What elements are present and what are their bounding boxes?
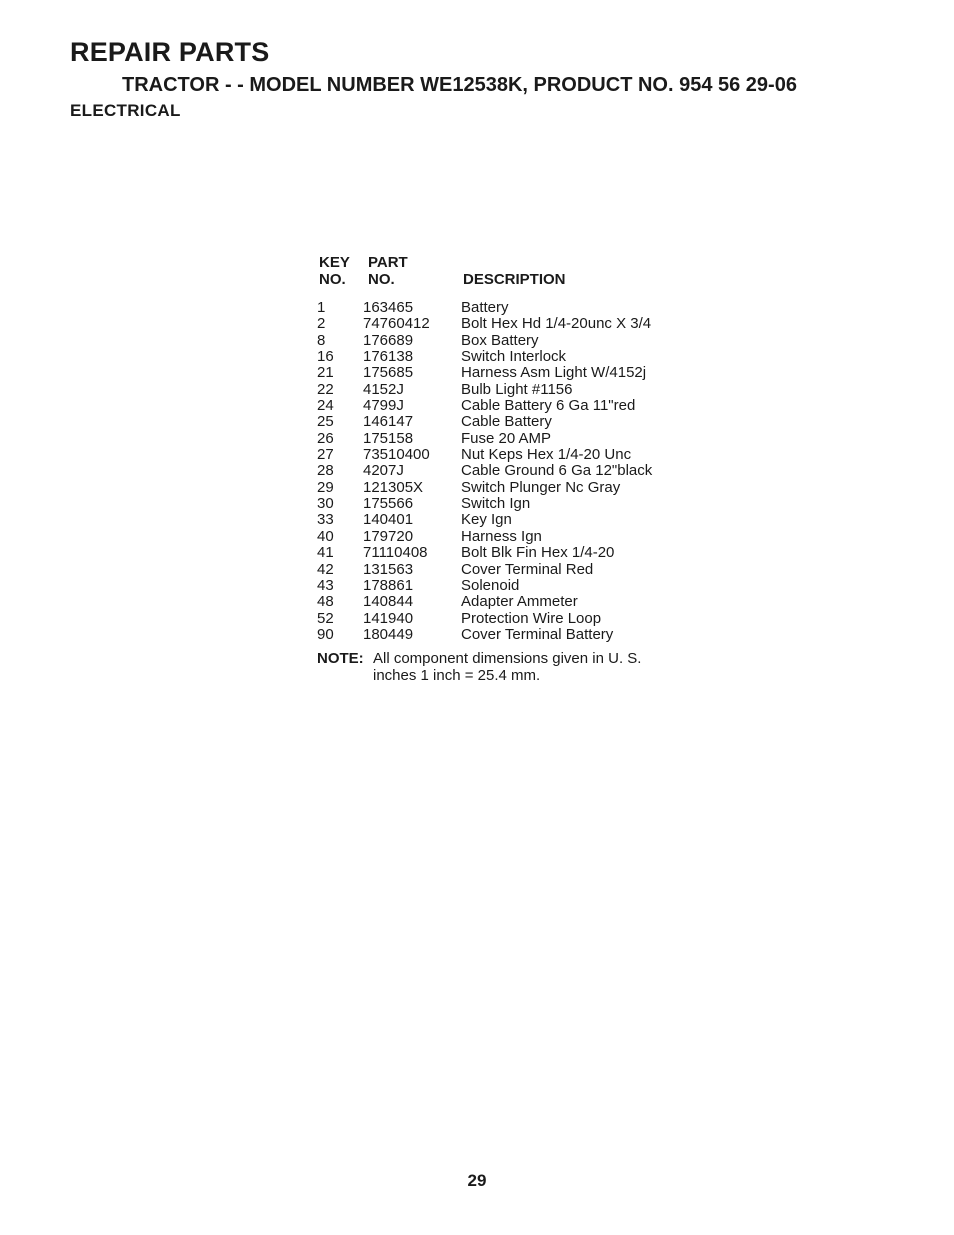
- description-cell: Switch Ign: [461, 495, 531, 513]
- description-cell: Bolt Blk Fin Hex 1/4-20: [461, 544, 615, 562]
- description-cell: Harness Asm Light W/4152j: [461, 364, 647, 382]
- key-number-cell: 25: [317, 413, 334, 431]
- part-number-cell: 163465: [363, 299, 414, 316]
- key-number-cell: 1: [317, 299, 326, 316]
- page-title: REPAIR PARTS: [70, 37, 270, 67]
- description-cell: Box Battery: [461, 331, 539, 349]
- description-cell: Protection Wire Loop: [461, 609, 602, 627]
- key-number-cell: 16: [317, 348, 334, 366]
- key-number-cell: 26: [317, 429, 334, 447]
- key-number-cell: 28: [317, 462, 334, 480]
- table-row: [317, 316, 737, 332]
- note-line-1: All component dimensions given in U. S.: [373, 650, 642, 667]
- key-number-cell: 22: [317, 380, 334, 398]
- description-cell: Battery: [461, 299, 509, 316]
- parts-rows: [317, 300, 737, 643]
- part-number-cell: 176138: [363, 348, 414, 366]
- column-header-part-no: [368, 254, 408, 288]
- key-number-cell: 27: [317, 446, 334, 464]
- description-cell: Nut Keps Hex 1/4-20 Unc: [461, 446, 632, 464]
- table-row: [317, 480, 737, 496]
- key-number-cell: 90: [317, 625, 334, 643]
- key-number-cell: 24: [317, 397, 334, 415]
- key-number-cell: 30: [317, 495, 334, 513]
- table-row: [317, 414, 737, 430]
- description-cell: Harness Ign: [461, 527, 542, 545]
- column-header-key-no: [319, 254, 350, 288]
- part-number-cell: 175566: [363, 495, 414, 513]
- table-row: [317, 611, 737, 627]
- key-number-cell: 40: [317, 527, 334, 545]
- section-heading: ELECTRICAL: [70, 101, 181, 120]
- table-row: [317, 333, 737, 349]
- description-cell: Switch Plunger Nc Gray: [461, 478, 621, 496]
- part-number-cell: 71110408: [363, 544, 428, 562]
- part-number-cell: 74760412: [363, 315, 430, 333]
- part-number-cell: 141940: [363, 609, 414, 627]
- description-cell: Adapter Ammeter: [461, 593, 578, 611]
- description-cell: Switch Interlock: [461, 348, 567, 366]
- table-row: [317, 365, 737, 381]
- table-row: [317, 578, 737, 594]
- description-cell: Cover Terminal Red: [461, 560, 594, 578]
- key-number-cell: 41: [317, 544, 334, 562]
- description-cell: Solenoid: [461, 576, 520, 594]
- part-number-cell: 4207J: [363, 462, 404, 480]
- part-number-cell: 4152J: [363, 380, 404, 398]
- part-number-cell: 121305X: [363, 478, 424, 496]
- note-text: [373, 651, 693, 684]
- key-number-cell: 42: [317, 560, 334, 578]
- page-number: 29: [467, 1171, 487, 1190]
- part-number-cell: 131563: [363, 560, 414, 578]
- part-number-cell: 175158: [363, 429, 414, 447]
- table-row: [317, 382, 737, 398]
- table-row: [317, 545, 737, 561]
- key-number-cell: 52: [317, 609, 334, 627]
- part-number-cell: 178861: [363, 576, 414, 594]
- key-number-cell: 21: [317, 364, 334, 382]
- table-row: [317, 594, 737, 610]
- table-row: [317, 562, 737, 578]
- part-number-cell: 4799J: [363, 397, 404, 415]
- description-cell: Cable Battery 6 Ga 11"red: [461, 397, 636, 415]
- description-cell: Cable Battery: [461, 413, 552, 431]
- description-cell: Bolt Hex Hd 1/4-20unc X 3/4: [461, 315, 652, 333]
- model-subtitle: TRACTOR - - MODEL NUMBER WE12538K, PRODUCT NO. 954 56 29-06: [122, 74, 797, 96]
- table-row: [317, 300, 737, 316]
- key-number-cell: 29: [317, 478, 334, 496]
- part-number-cell: 146147: [363, 413, 414, 431]
- table-row: [317, 512, 737, 528]
- note-line-2: inches 1 inch = 25.4 mm.: [373, 666, 541, 684]
- description-cell: Key Ign: [461, 511, 512, 529]
- key-number-cell: 33: [317, 511, 334, 529]
- key-number-cell: 2: [317, 315, 326, 333]
- description-cell: Cover Terminal Battery: [461, 625, 614, 643]
- key-number-cell: 43: [317, 576, 334, 594]
- column-header-description: DESCRIPTION: [463, 271, 566, 288]
- table-row: [317, 431, 737, 447]
- table-row: [317, 627, 737, 643]
- part-number-cell: 179720: [363, 527, 414, 545]
- part-number-cell: 175685: [363, 364, 414, 382]
- part-number-cell: 73510400: [363, 446, 430, 464]
- part-number-cell: 140844: [363, 593, 414, 611]
- key-number-cell: 8: [317, 331, 326, 349]
- column-header-part-line2: NO.: [368, 271, 395, 288]
- table-row: [317, 529, 737, 545]
- description-cell: Bulb Light #1156: [461, 380, 573, 398]
- table-row: [317, 496, 737, 512]
- part-number-cell: 176689: [363, 331, 414, 349]
- description-cell: Cable Ground 6 Ga 12"black: [461, 462, 653, 480]
- column-header-part-line1: PART: [368, 254, 408, 271]
- part-number-cell: 180449: [363, 625, 414, 643]
- key-number-cell: 48: [317, 593, 334, 611]
- note-label: NOTE:: [317, 650, 364, 667]
- column-header-key-line2: NO.: [319, 271, 346, 288]
- description-cell: Fuse 20 AMP: [461, 429, 552, 447]
- table-row: [317, 349, 737, 365]
- part-number-cell: 140401: [363, 511, 414, 529]
- table-row: [317, 447, 737, 463]
- table-row: [317, 463, 737, 479]
- column-header-key-line1: KEY: [319, 254, 350, 271]
- table-row: [317, 398, 737, 414]
